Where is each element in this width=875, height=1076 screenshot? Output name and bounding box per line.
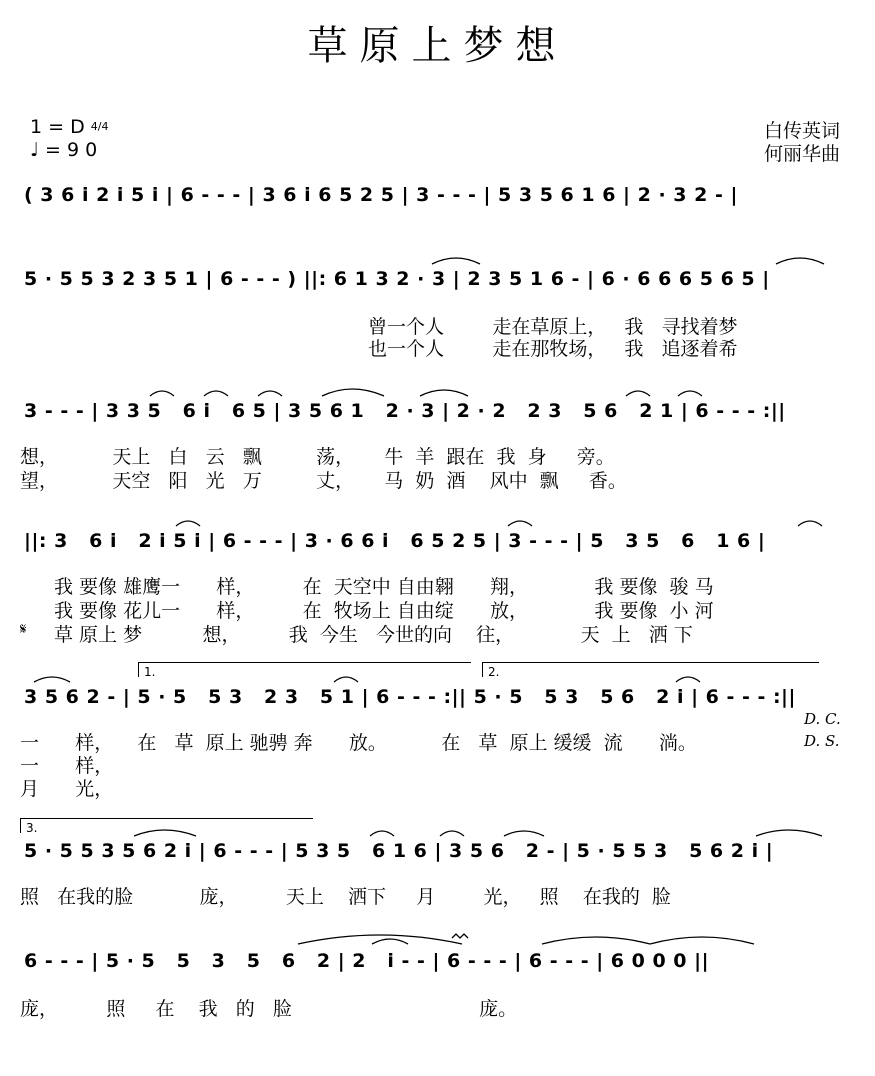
score-row-3: 3 - - - | 3 3 5 6 i 6 5 | 3 5 6 1 2 · 3 | 2 · 2 2 3 5 6 2 1 | 6 - - - :|| (24, 400, 786, 422)
slur-arc (322, 389, 384, 396)
slur-arc (650, 937, 754, 944)
lyric-row-5-verse-2: 一 样， (20, 755, 114, 777)
lyric-row-2-verse-2: 也一个人 走在那牧场， 我 追逐着希 (368, 338, 738, 360)
da-capo-mark: D. C. (804, 710, 841, 728)
volta-label-2: 2. (488, 665, 500, 679)
slur-arc (258, 391, 282, 396)
tempo-marking: ♩ = 9 0 (30, 139, 98, 161)
slur-arc (504, 831, 544, 836)
lyric-row-3-verse-1: 想， 天上 白 云 飘 荡， 牛 羊 跟在 我 身 旁。 (20, 446, 615, 468)
lyric-row-4-verse-2: 我 要像 花儿一 样， 在 牧场上 自由绽 放， 我 要像 小 河 (54, 600, 714, 622)
lyric-row-5-verse-1: 一 样， 在 草 原上 驰骋 奔 放。 在 草 原上 缓缓 流 淌。 (20, 732, 697, 754)
slur-arc (508, 521, 532, 526)
slur-arc (756, 830, 822, 836)
lyricist-credit: 白传英词 (763, 120, 840, 142)
mordent-mark (452, 934, 468, 938)
key-text: 1 = D (30, 116, 85, 138)
dal-segno-mark: D. S. (804, 732, 840, 750)
slur-arc (150, 391, 174, 396)
lyric-row-2-verse-1: 曾一个人 走在草原上， 我 寻找着梦 (368, 316, 738, 338)
slur-arc (370, 831, 394, 836)
lyric-row-6: 照 在我的脸 庞， 天上 洒下 月 光， 照 在我的 脸 (20, 886, 671, 908)
slur-arc (676, 677, 700, 682)
song-title: 草原上梦想 (307, 23, 568, 69)
lyric-row-4-verse-3: 草 原上 梦 想， 我 今生 今世的向 往， 天 上 洒 下 (54, 624, 693, 646)
slur-arc (776, 258, 824, 264)
slur-arc (204, 391, 228, 396)
score-row-7: 6 - - - | 5 · 5 5 3 5 6 2 | 2 i - - | 6 - - - | 6 - - - | 6 0 0 0 || (24, 950, 710, 972)
score-row-6: 5 · 5 5 3 5 6 2 i | 6 - - - | 5 3 5 6 1 6 | 3 5 6 2 - | 5 · 5 5 3 5 6 2 i | (24, 840, 774, 862)
slur-arc (34, 677, 70, 682)
slur-arc (420, 390, 468, 396)
score-row-5: 3 5 6 2 - | 5 · 5 5 3 2 3 5 1 | 6 - - - :|| 5 · 5 5 3 5 6 2 i | 6 - - - :|| (24, 686, 796, 708)
lyric-row-5-verse-3: 月 光， (20, 778, 114, 800)
score-row-2: 5 · 5 5 3 2 3 5 1 | 6 - - - ) ||: 6 1 3 2 · 3 | 2 3 5 1 6 - | 6 · 6 6 6 5 6 5 | (24, 268, 770, 290)
volta-label-3: 3. (26, 821, 38, 835)
slur-arc (432, 258, 480, 264)
slur-arc (542, 937, 650, 944)
score-row-4: ||: 3 6 i 2 i 5 i | 6 - - - | 3 · 6 6 i 6 5 2 5 | 3 - - - | 5 3 5 6 1 6 | (24, 530, 766, 552)
lyric-row-4-verse-1: 我 要像 雄鹰一 样， 在 天空中 自由翱 翔， 我 要像 骏 马 (54, 576, 714, 598)
score-row-1: ( 3 6 i 2 i 5 i | 6 - - - | 3 6 i 6 5 2 5 | 3 - - - | 5 3 5 6 1 6 | 2 · 3 2 - | (24, 184, 738, 206)
segno-sign: 𝄋 (20, 620, 27, 638)
meter: 4/4 (90, 120, 109, 133)
slur-arc (176, 521, 200, 526)
slur-arc (626, 391, 650, 396)
slur-arc (440, 831, 464, 836)
volta-label-1: 1. (144, 665, 156, 679)
composer-credit: 何丽华曲 (763, 143, 840, 165)
slur-arc (678, 391, 702, 396)
slur-arc (372, 939, 408, 944)
lyric-row-3-verse-2: 望， 天空 阳 光 万 丈， 马 奶 酒 风中 飘 香。 (20, 470, 627, 492)
lyric-row-7: 庞， 照 在 我 的 脸 庞。 (20, 998, 518, 1020)
slur-arc (798, 521, 822, 526)
slur-arc (334, 677, 358, 682)
slur-arc (298, 935, 462, 944)
slur-arc (134, 830, 196, 836)
